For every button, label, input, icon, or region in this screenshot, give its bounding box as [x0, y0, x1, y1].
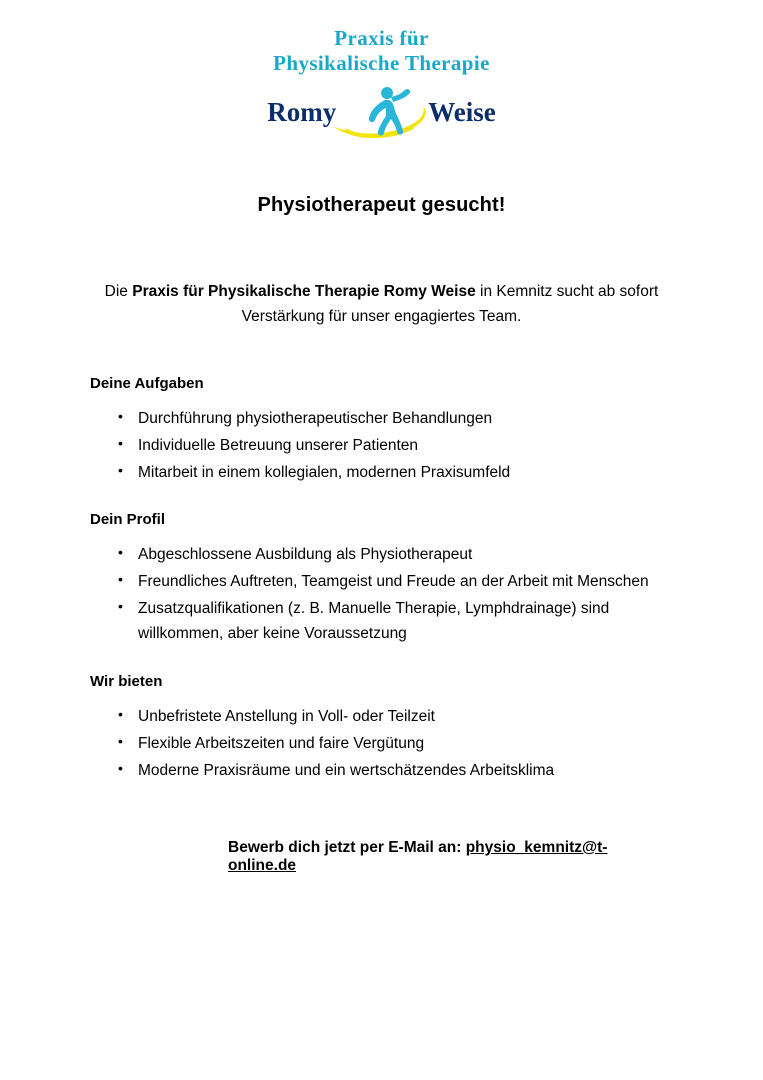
list-item: • Freundliches Auftreten, Teamgeist und Freude an der Arbeit mit Menschen — [138, 569, 671, 594]
application-email-link[interactable]: physio_kemnitz@t-online.de — [228, 838, 608, 874]
section-dein-profil — [90, 511, 671, 646]
intro-text-before: Die — [104, 282, 133, 300]
person-swoosh-logo-icon — [327, 82, 437, 144]
list-item: • Abgeschlossene Ausbildung als Physiotherapeut — [138, 542, 671, 567]
call-to-action — [90, 839, 671, 875]
intro-paragraph — [82, 279, 682, 329]
logo-first-name: Romy — [267, 97, 337, 128]
section-wir-bieten — [90, 673, 671, 783]
logo-last-name: Weise — [428, 97, 496, 128]
intro-text-after: in Kemnitz sucht ab sofort Verstärkung für unser engagiertes Team. — [241, 282, 659, 325]
section-heading: Wir bieten — [90, 672, 163, 690]
section-list — [90, 406, 671, 485]
section-heading: Dein Profil — [90, 511, 166, 529]
section-heading: Deine Aufgaben — [90, 374, 204, 392]
practice-logo — [0, 0, 763, 144]
content-body — [0, 375, 763, 875]
logo-name-row — [0, 82, 763, 144]
intro-text-bold: Praxis für Physikalische Therapie Romy Weise — [132, 282, 476, 300]
section-list — [90, 704, 671, 783]
list-item: • Unbefristete Anstellung in Voll- oder Teilzeit — [138, 704, 671, 729]
section-deine-aufgaben — [90, 375, 671, 485]
list-item: • Individuelle Betreuung unserer Patienten — [138, 433, 671, 458]
list-item: • Mitarbeit in einem kollegialen, modernen Praxisumfeld — [138, 460, 671, 485]
list-item: • Flexible Arbeitszeiten und faire Vergütung — [138, 731, 671, 756]
list-item: • Moderne Praxisräume und ein wertschätzendes Arbeitsklima — [138, 758, 671, 783]
logo-line-1: Praxis für — [334, 26, 429, 50]
list-item: • Zusatzqualifikationen (z. B. Manuelle Therapie, Lymphdrainage) sind willkommen, aber keine Voraussetzung — [138, 596, 671, 646]
page-title: Physiotherapeut gesucht! — [257, 193, 506, 216]
list-item: • Durchführung physiotherapeutischer Behandlungen — [138, 406, 671, 431]
logo-line-2: Physikalische Therapie — [273, 50, 490, 75]
cta-text: Bewerb dich jetzt per E-Mail an: — [228, 838, 466, 856]
section-list — [90, 542, 671, 646]
